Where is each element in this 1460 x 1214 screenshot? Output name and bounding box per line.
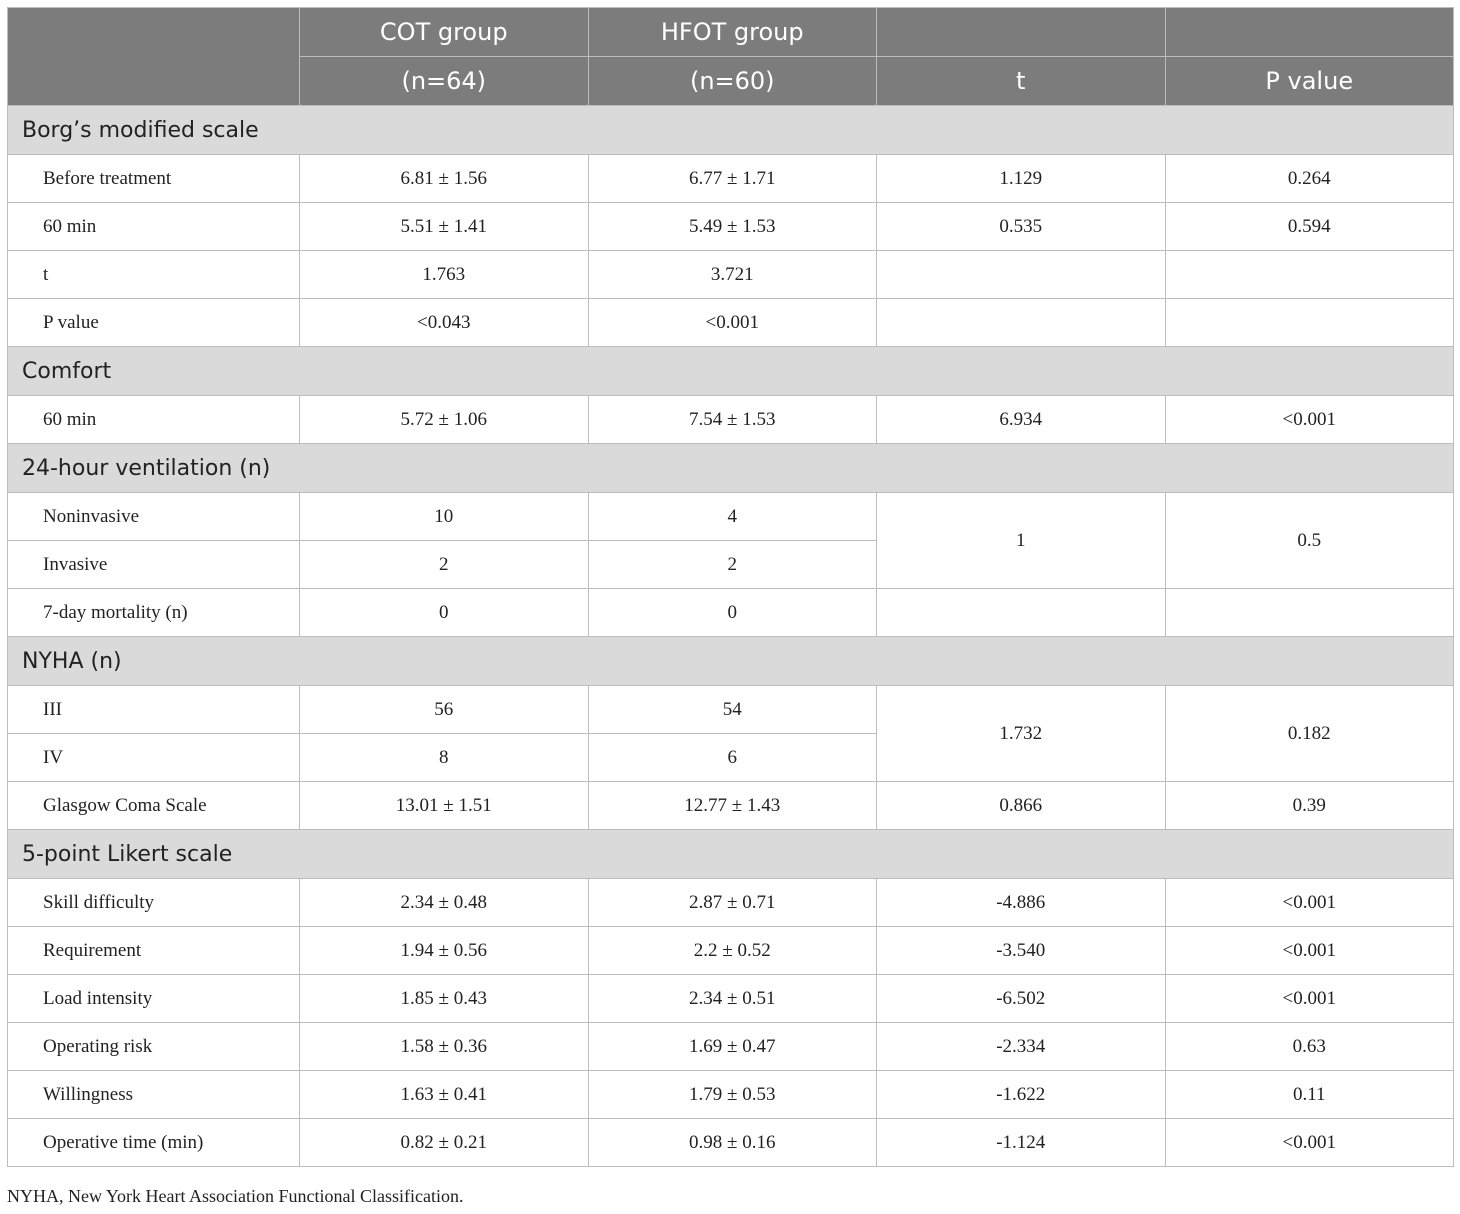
p-value: <0.001 [1165, 927, 1454, 975]
hfot-value: 54 [588, 686, 877, 734]
cot-value: 8 [300, 734, 589, 782]
p-value: 0.5 [1165, 493, 1454, 589]
p-value [1165, 589, 1454, 637]
cot-value: 1.63 ± 0.41 [300, 1071, 589, 1119]
results-table [7, 7, 1454, 1167]
header-hfot-group: HFOT group [588, 8, 877, 57]
row-label: IV [8, 734, 300, 782]
t-value: -3.540 [877, 927, 1166, 975]
table-row [8, 1023, 1454, 1071]
section-title: Borg’s modified scale [8, 106, 1454, 155]
t-value: -6.502 [877, 975, 1166, 1023]
p-value: 0.264 [1165, 155, 1454, 203]
p-value [1165, 251, 1454, 299]
t-value [877, 299, 1166, 347]
section-header [8, 106, 1454, 155]
header-hfot-n: (n=60) [588, 57, 877, 106]
cot-value: 0 [300, 589, 589, 637]
table-row [8, 299, 1454, 347]
table-row [8, 927, 1454, 975]
table-row [8, 782, 1454, 830]
row-label: Willingness [8, 1071, 300, 1119]
hfot-value: 12.77 ± 1.43 [588, 782, 877, 830]
table-row [8, 155, 1454, 203]
hfot-value: 2.87 ± 0.71 [588, 879, 877, 927]
table-row [8, 396, 1454, 444]
header-empty-cell [8, 8, 300, 106]
header-blank-p [1165, 8, 1454, 57]
row-label: Glasgow Coma Scale [8, 782, 300, 830]
row-label: Load intensity [8, 975, 300, 1023]
p-value: <0.001 [1165, 975, 1454, 1023]
cot-value: 56 [300, 686, 589, 734]
hfot-value: 0 [588, 589, 877, 637]
t-value [877, 251, 1166, 299]
cot-value: 0.82 ± 0.21 [300, 1119, 589, 1167]
t-value: 1 [877, 493, 1166, 589]
t-value: 0.866 [877, 782, 1166, 830]
table-footnote: NYHA, New York Heart Association Functional Classification. [7, 1186, 464, 1206]
row-label: Requirement [8, 927, 300, 975]
table-row [8, 879, 1454, 927]
row-label: Operating risk [8, 1023, 300, 1071]
table-row [8, 203, 1454, 251]
t-value: 1.129 [877, 155, 1166, 203]
hfot-value: 4 [588, 493, 877, 541]
row-label: Before treatment [8, 155, 300, 203]
p-value: <0.001 [1165, 1119, 1454, 1167]
table-row [8, 251, 1454, 299]
cot-value: 5.51 ± 1.41 [300, 203, 589, 251]
t-value: -4.886 [877, 879, 1166, 927]
header-p-value: P value [1165, 57, 1454, 106]
header-cot-group: COT group [300, 8, 589, 57]
hfot-value: 0.98 ± 0.16 [588, 1119, 877, 1167]
cot-value: 5.72 ± 1.06 [300, 396, 589, 444]
hfot-value: 7.54 ± 1.53 [588, 396, 877, 444]
cot-value: 1.58 ± 0.36 [300, 1023, 589, 1071]
section-title: Comfort [8, 347, 1454, 396]
hfot-value: 1.69 ± 0.47 [588, 1023, 877, 1071]
table-row [8, 589, 1454, 637]
row-label: Noninvasive [8, 493, 300, 541]
hfot-value: 2.34 ± 0.51 [588, 975, 877, 1023]
header-blank-t [877, 8, 1166, 57]
row-label: t [8, 251, 300, 299]
hfot-value: 2.2 ± 0.52 [588, 927, 877, 975]
t-value: 0.535 [877, 203, 1166, 251]
cot-value: 1.85 ± 0.43 [300, 975, 589, 1023]
hfot-value: 5.49 ± 1.53 [588, 203, 877, 251]
p-value: 0.11 [1165, 1071, 1454, 1119]
cot-value: 2 [300, 541, 589, 589]
p-value: 0.182 [1165, 686, 1454, 782]
p-value [1165, 299, 1454, 347]
row-label: Operative time (min) [8, 1119, 300, 1167]
row-label: 60 min [8, 203, 300, 251]
section-title: 24-hour ventilation (n) [8, 444, 1454, 493]
section-header [8, 444, 1454, 493]
p-value: 0.63 [1165, 1023, 1454, 1071]
hfot-value: <0.001 [588, 299, 877, 347]
table-row [8, 1119, 1454, 1167]
hfot-value: 1.79 ± 0.53 [588, 1071, 877, 1119]
p-value: 0.594 [1165, 203, 1454, 251]
hfot-value: 6.77 ± 1.71 [588, 155, 877, 203]
t-value [877, 589, 1166, 637]
header-cot-n: (n=64) [300, 57, 589, 106]
row-label: Invasive [8, 541, 300, 589]
row-label: III [8, 686, 300, 734]
table-header [8, 8, 1454, 106]
row-label: 7-day mortality (n) [8, 589, 300, 637]
hfot-value: 2 [588, 541, 877, 589]
section-title: 5-point Likert scale [8, 830, 1454, 879]
cot-value: 13.01 ± 1.51 [300, 782, 589, 830]
p-value: <0.001 [1165, 396, 1454, 444]
table-row [8, 975, 1454, 1023]
row-label: Skill difficulty [8, 879, 300, 927]
hfot-value: 6 [588, 734, 877, 782]
p-value: <0.001 [1165, 879, 1454, 927]
table-row [8, 686, 1454, 734]
p-value: 0.39 [1165, 782, 1454, 830]
cot-value: 6.81 ± 1.56 [300, 155, 589, 203]
cot-value: <0.043 [300, 299, 589, 347]
cot-value: 1.763 [300, 251, 589, 299]
header-t: t [877, 57, 1166, 106]
t-value: -2.334 [877, 1023, 1166, 1071]
t-value: -1.622 [877, 1071, 1166, 1119]
t-value: 1.732 [877, 686, 1166, 782]
cot-value: 10 [300, 493, 589, 541]
section-header [8, 347, 1454, 396]
section-header [8, 637, 1454, 686]
cot-value: 1.94 ± 0.56 [300, 927, 589, 975]
row-label: P value [8, 299, 300, 347]
row-label: 60 min [8, 396, 300, 444]
t-value: 6.934 [877, 396, 1166, 444]
cot-value: 2.34 ± 0.48 [300, 879, 589, 927]
hfot-value: 3.721 [588, 251, 877, 299]
section-title: NYHA (n) [8, 637, 1454, 686]
table-row [8, 1071, 1454, 1119]
section-header [8, 830, 1454, 879]
table-row [8, 493, 1454, 541]
t-value: -1.124 [877, 1119, 1166, 1167]
